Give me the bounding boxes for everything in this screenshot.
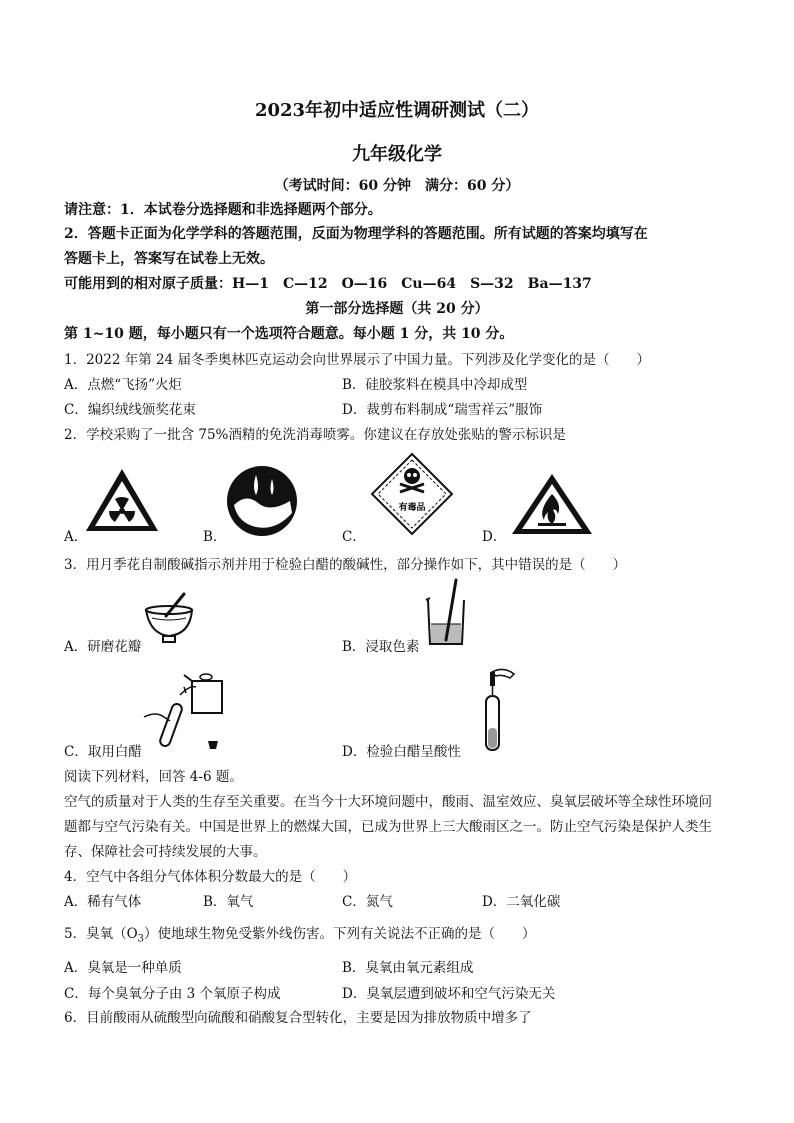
q2-option-a: A． xyxy=(64,529,88,545)
q5-stem-subscript: 3 xyxy=(137,933,145,945)
q1-option-c: C．编织绒线颁奖花束 xyxy=(64,402,196,418)
toxic-warning-icon xyxy=(370,452,454,536)
part1-heading: 第一部分选择题（共 20 分） xyxy=(305,301,489,317)
q1-option-b: B．硅胶浆料在模具中冷却成型 xyxy=(342,377,528,393)
q4-option-b: B．氧气 xyxy=(203,894,254,910)
dropper-test-tube-icon xyxy=(474,666,524,754)
q5-stem-pre: 5．臭氧（O xyxy=(64,926,138,942)
q1-option-d: D．裁剪布料制成“瑞雪祥云”服饰 xyxy=(342,402,543,418)
note-line-2b: 答题卡上，答案写在试卷上无效。 xyxy=(64,251,274,267)
q2-stem: 2．学校采购了一批含 75%酒精的免洗消毒喷雾。你建议在存放处张贴的警示标识是 xyxy=(64,427,566,443)
reading-paragraph-line-3: 存、保障社会可持续发展的大事。 xyxy=(64,844,267,860)
radioactive-warning-icon xyxy=(82,465,162,535)
note-line-1: 请注意：1．本试卷分选择题和非选择题两个部分。 xyxy=(64,202,382,218)
reading-intro: 阅读下列材料，回答 4-6 题。 xyxy=(64,769,243,785)
note-line-2a: 2．答题卡正面为化学学科的答题范围，反面为物理学科的答题范围。所有试题的答案均填写在 xyxy=(64,226,648,242)
exam-title: 2023年初中适应性调研测试（二） xyxy=(254,100,540,121)
q5-option-c: C．每个臭氧分子由 3 个氧原子构成 xyxy=(64,986,281,1002)
q4-option-a: A．稀有气体 xyxy=(64,894,142,910)
q2-option-d: D． xyxy=(482,529,507,545)
toxic-label: 有毒品 xyxy=(398,503,426,513)
q3-option-c: C．取用白醋 xyxy=(64,744,142,760)
q1-stem: 1．2022 年第 24 届冬季奥林匹克运动会向世界展示了中国力量。下列涉及化学变化的是（ ） xyxy=(64,352,650,368)
q5-option-d: D．臭氧层遭到破坏和空气污染无关 xyxy=(342,986,556,1002)
corrosive-warning-icon xyxy=(226,465,298,537)
part1-instruction: 第 1~10 题，每小题只有一个选项符合题意。每小题 1 分，共 10 分。 xyxy=(64,326,514,342)
reading-paragraph-line-2: 题都与空气污染有关。中国是世界上的燃煤大国，已成为世界上三大酸雨区之一。防止空气污染是保护人类生 xyxy=(64,819,712,835)
q5-option-a: A．臭氧是一种单质 xyxy=(64,960,182,976)
q2-option-b: B． xyxy=(203,529,227,545)
q2-option-c: C． xyxy=(342,529,366,545)
q3-option-a: A．研磨花瓣 xyxy=(64,639,142,655)
q5-stem xyxy=(64,922,536,945)
mortar-pestle-icon xyxy=(142,592,198,652)
stopper-icon xyxy=(207,740,219,750)
beaker-stirring-icon xyxy=(424,578,474,648)
q4-option-c: C．氮气 xyxy=(342,894,393,910)
q5-stem-post: ）使地球生物免受紫外线伤害。下列有关说法不正确的是（ ） xyxy=(144,926,536,942)
q5-option-b: B．臭氧由氧元素组成 xyxy=(342,960,474,976)
q3-option-d: D．检验白醋呈酸性 xyxy=(342,744,461,760)
q1-option-a: A．点燃“飞扬”火炬 xyxy=(64,377,183,393)
q4-option-d: D．二氧化碳 xyxy=(482,894,561,910)
q4-stem: 4．空气中各组分气体体积分数最大的是（ ） xyxy=(64,869,357,885)
q3-option-b: B．浸取色素 xyxy=(342,639,420,655)
q6-stem: 6．目前酸雨从硫酸型向硫酸和硝酸复合型转化，主要是因为排放物质中增多了 xyxy=(64,1010,532,1026)
exam-info: （考试时间：60 分钟 满分：60 分） xyxy=(274,178,520,194)
q3-stem: 3．用月季花自制酸碱指示剂并用于检验白醋的酸碱性，部分操作如下，其中错误的是（ ） xyxy=(64,557,627,573)
exam-subtitle: 九年级化学 xyxy=(352,144,442,165)
flammable-warning-icon xyxy=(510,472,594,536)
atomic-masses: 可能用到的相对原子质量：H—1 C—12 O—16 Cu—64 S—32 Ba—137 xyxy=(64,276,592,292)
reading-paragraph-line-1: 空气的质量对于人类的生存至关重要。在当今十大环境问题中，酸雨、温室效应、臭氧层破坏等全球性环境问 xyxy=(64,794,712,810)
